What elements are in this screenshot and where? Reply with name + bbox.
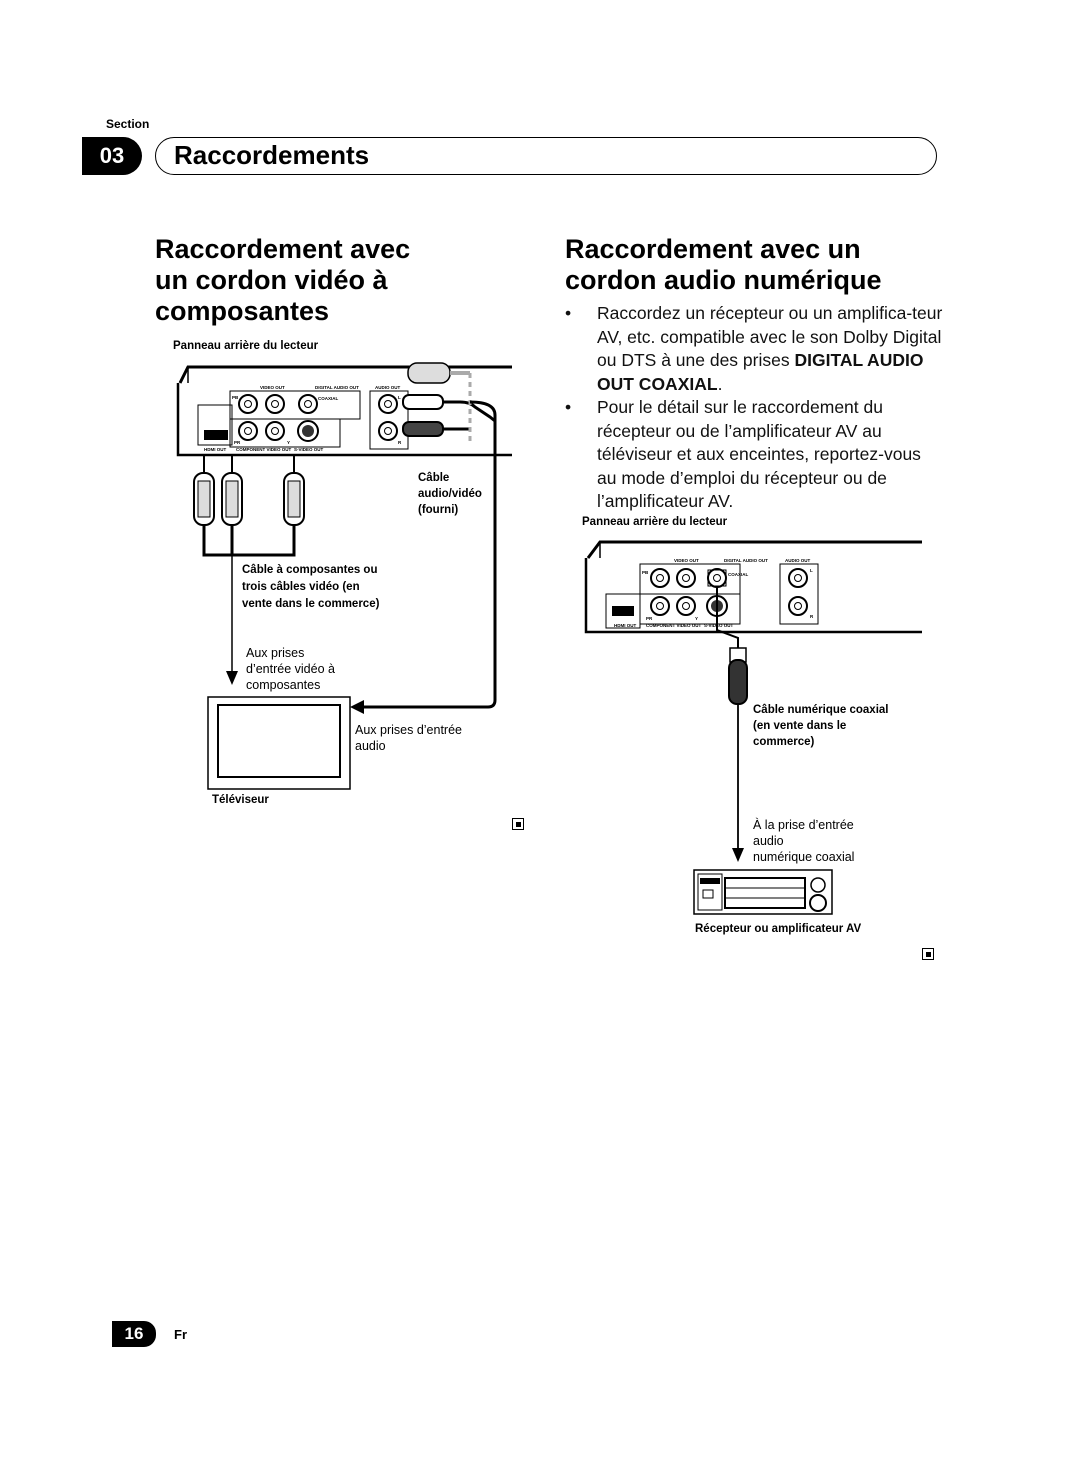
panel-text-video-out: VIDEO OUT — [260, 385, 285, 390]
section-title: Raccordements — [174, 140, 370, 170]
av-cable-label — [418, 470, 482, 518]
panel-text-y: Y — [287, 440, 291, 445]
coax-cable-label-line: Câble numérique coaxial — [753, 704, 889, 716]
panel-text-pb: PB — [232, 395, 239, 400]
section-number: 03 — [82, 137, 142, 175]
video-input-label — [246, 645, 335, 693]
section-end-icon — [922, 948, 934, 960]
right-heading-line: cordon audio numérique — [565, 265, 882, 295]
section-end-icon — [512, 818, 524, 830]
panel-text-pr: PR — [646, 616, 653, 621]
av-cable-label-line: Câble — [418, 472, 450, 484]
tv-label: Téléviseur — [212, 794, 269, 806]
coax-cable-label — [753, 702, 889, 750]
panel-text-l: L — [810, 568, 813, 573]
panel-text-audio-out: AUDIO OUT — [375, 385, 401, 390]
panel-text-coaxial: COAXIAL — [728, 572, 749, 577]
panel-text-digital: DIGITAL AUDIO OUT — [315, 385, 359, 390]
audio-input-label-line: Aux prises d’entrée — [355, 723, 463, 737]
panel-text-audio-out: AUDIO OUT — [785, 558, 811, 563]
left-heading-line: composantes — [155, 296, 330, 326]
right-heading-line: Raccordement avec un — [565, 234, 861, 264]
coax-cable-label-line: commerce) — [753, 736, 815, 748]
component-cable-label-line: vente dans le commerce) — [242, 598, 380, 610]
component-cable-label-line: Câble à composantes ou — [242, 564, 378, 576]
instruction-text: Raccordez un récepteur ou un amplifica-teur AV, etc. compatible avec le son Dolby Digital ou DTS à une des prises — [597, 303, 943, 370]
left-heading-line: Raccordement avec — [155, 234, 411, 264]
component-cable-label-line: trois câbles vidéo (en — [242, 581, 360, 593]
section-label: Section — [106, 117, 150, 131]
panel-text-video-out: VIDEO OUT — [674, 558, 699, 563]
left-panel-label: Panneau arrière du lecteur — [173, 340, 319, 352]
left-heading-line: un cordon vidéo à — [155, 265, 388, 295]
instruction-list — [565, 302, 945, 514]
panel-text-digital: DIGITAL AUDIO OUT — [724, 558, 768, 563]
language-code: Fr — [174, 1327, 187, 1342]
panel-text-component: COMPONENT VIDEO OUT — [236, 447, 292, 452]
panel-text-l: L — [398, 395, 401, 400]
av-cable-label-line: audio/vidéo — [418, 488, 482, 500]
panel-text-component: COMPONENT VIDEO OUT — [646, 623, 702, 628]
page-number: 16 — [112, 1321, 156, 1347]
instruction-bold: DIGITAL AUDIO OUT COAXIAL — [597, 350, 924, 394]
audio-input-label — [355, 722, 462, 754]
component-cable-label — [242, 562, 379, 613]
coax-input-label-line: À la prise d’entrée — [753, 818, 854, 832]
right-panel-label: Panneau arrière du lecteur — [582, 516, 728, 528]
left-heading — [155, 234, 410, 327]
instruction-tail: . — [717, 373, 723, 394]
instruction-item — [565, 302, 945, 396]
panel-text-pr: PR — [234, 440, 241, 445]
panel-text-svideo: S-VIDEO OUT — [294, 447, 324, 452]
coax-input-label — [753, 817, 854, 865]
right-heading — [565, 234, 882, 296]
panel-text-hdmi: HDMI OUT — [614, 623, 637, 628]
video-input-label-line: composantes — [246, 678, 321, 692]
av-cable-label-line: (fourni) — [418, 504, 459, 516]
coax-cable-label-line: (en vente dans le — [753, 720, 847, 732]
panel-text-svideo: S-VIDEO OUT — [704, 623, 734, 628]
panel-text-pb: PB — [642, 570, 649, 575]
panel-text-hdmi: HDMI OUT — [204, 447, 227, 452]
instruction-text: Pour le détail sur le raccordement du récepteur ou de l’amplificateur AV au téléviseur et aux enceintes, reportez-vous au mode d’emploi du récepteur ou de l’amplificateur AV. — [597, 397, 921, 511]
audio-input-label-line: audio — [355, 739, 386, 753]
coax-input-label-line: audio — [753, 834, 784, 848]
panel-text-coaxial: COAXIAL — [318, 396, 339, 401]
video-input-label-line: Aux prises — [246, 646, 305, 660]
video-input-label-line: d’entrée vidéo à — [246, 662, 335, 676]
panel-text-r: R — [398, 440, 402, 445]
panel-text-y: Y — [695, 616, 699, 621]
panel-text-r: R — [810, 614, 814, 619]
receiver-label: Récepteur ou amplificateur AV — [695, 923, 862, 935]
instruction-item — [565, 396, 945, 514]
coax-input-label-line: numérique coaxial — [753, 850, 855, 864]
